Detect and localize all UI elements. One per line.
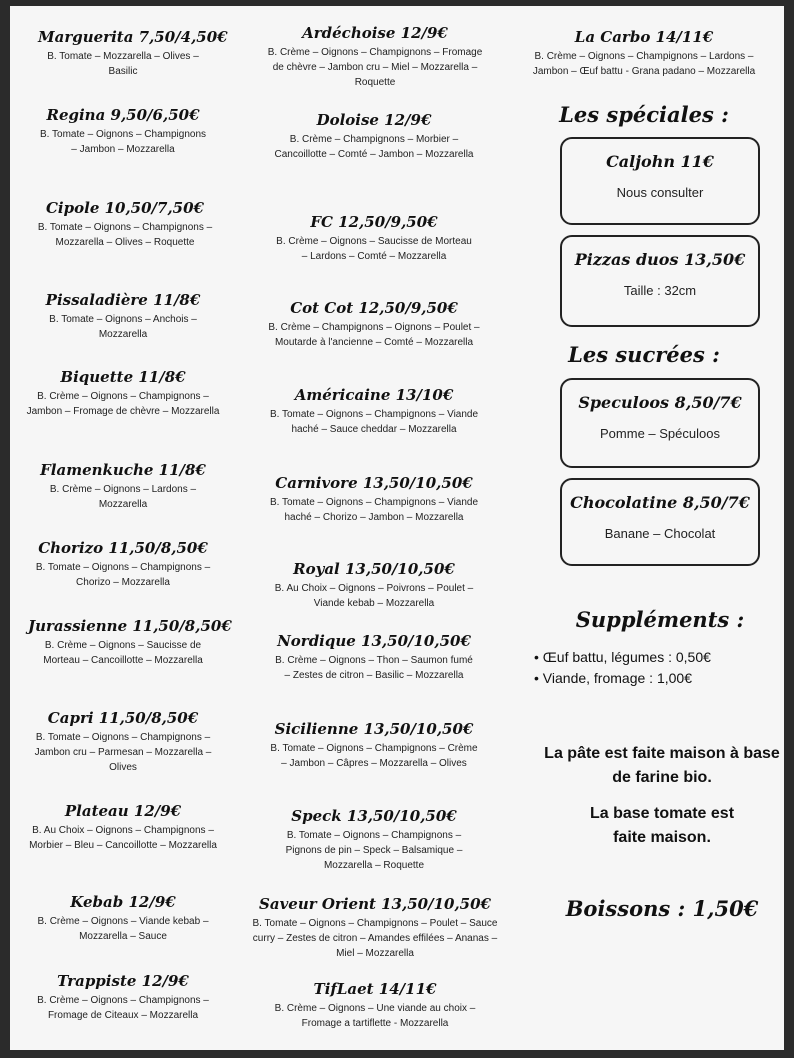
pizza-ingredients: B. Tomate – Oignons – Champignons – Mozzarella – Olives – Roquette: [37, 222, 213, 248]
pizza-name: Flamenkuche 11/8€: [40, 461, 206, 479]
pizza-item: [258, 980, 492, 1031]
pizza-name: Cot Cot 12,50/9,50€: [290, 299, 458, 317]
pizza-name: Plateau 12/9€: [64, 802, 182, 820]
sucree-box: [560, 478, 760, 566]
pizza-name: Speck 13,50/10,50€: [291, 807, 457, 825]
pizza-ingredients: B. Tomate – Mozzarella – Olives – Basilic: [47, 51, 199, 77]
pizza-item: [38, 28, 228, 79]
supplement-item: • Œuf battu, légumes : 0,50€: [534, 647, 774, 668]
pizza-item: [274, 632, 474, 683]
supplements-list: [534, 647, 774, 689]
pizza-name: Royal 13,50/10,50€: [293, 560, 455, 578]
pizza-name: Kebab 12/9€: [70, 893, 176, 911]
sucrees-title: Les sucrées :: [568, 342, 720, 367]
pizza-item: [276, 213, 472, 264]
pizza-ingredients: B. Tomate – Oignons – Champignons – Pignons de pin – Speck – Balsamique – Mozzarella – Roquette: [285, 830, 463, 871]
pizza-item: [268, 386, 480, 437]
pizza-ingredients: B. Crème – Champignons – Morbier – Cancoillotte – Comté – Jambon – Mozzarella: [274, 134, 474, 160]
pizza-ingredients: B. Crème – Oignons – Champignons – Jambon – Fromage de chèvre – Mozzarella: [26, 391, 220, 417]
speciales-title: Les spéciales :: [559, 102, 729, 127]
pizza-name: Nordique 13,50/10,50€: [277, 632, 471, 650]
pizza-name: Cipole 10,50/7,50€: [45, 199, 204, 217]
speciale-box: [560, 235, 760, 327]
pizza-item: [268, 299, 480, 350]
pizza-ingredients: B. Crème – Champignons – Oignons – Poulet – Moutarde à l'ancienne – Comté – Mozzarella: [268, 322, 480, 348]
pizza-item: [261, 24, 489, 90]
supplements-title: Suppléments :: [575, 607, 745, 632]
speciale-name: Caljohn 11€: [606, 152, 714, 171]
pizza-name: FC 12,50/9,50€: [310, 213, 438, 231]
pizza-ingredients: B. Tomate – Oignons – Champignons – Jambon cru – Parmesan – Mozzarella – Olives: [34, 732, 212, 773]
pizza-name: La Carbo 14/11€: [574, 28, 714, 46]
pizza-ingredients: B. Au Choix – Oignons – Champignons – Morbier – Bleu – Cancoillotte – Mozzarella: [29, 825, 217, 851]
pizza-name: Sicilienne 13,50/10,50€: [274, 720, 474, 738]
pizza-ingredients: B. Crème – Oignons – Champignons – Lardons – Jambon – Œuf battu - Grana padano – Mozzarella: [532, 51, 756, 77]
pizza-name: Regina 9,50/6,50€: [46, 106, 200, 124]
pizza-ingredients: B. Crème – Oignons – Champignons – Fromage de Citeaux – Mozzarella: [37, 995, 209, 1021]
pizza-name: Américaine 13/10€: [294, 386, 454, 404]
pizza-item: [274, 560, 474, 611]
pizza-ingredients: B. Tomate – Oignons – Champignons – Viande haché – Chorizo – Jambon – Mozzarella: [269, 497, 479, 523]
pizza-item: [274, 111, 474, 162]
sucree-detail: Pomme – Spéculoos: [600, 426, 720, 441]
pizza-ingredients: B. Crème – Oignons – Champignons – Fromage de chèvre – Jambon cru – Miel – Mozzarella – Roquette: [267, 47, 483, 88]
pizza-name: Pissaladière 11/8€: [45, 291, 201, 309]
pizza-name: TifLaet 14/11€: [313, 980, 437, 998]
sucree-detail: Banane – Chocolat: [604, 526, 716, 541]
speciale-detail: Nous consulter: [616, 185, 704, 200]
pizza-ingredients: B. Crème – Oignons – Saucisse de Morteau – Cancoillotte – Mozzarella: [43, 640, 203, 666]
pizza-ingredients: B. Crème – Oignons – Viande kebab – Mozzarella – Sauce: [37, 916, 209, 942]
speciale-box: [560, 137, 760, 225]
pizza-ingredients: B. Crème – Oignons – Lardons – Mozzarella: [49, 484, 197, 510]
pizza-ingredients: B. Crème – Oignons – Une viande au choix – Fromage a tartiflette - Mozzarella: [274, 1003, 476, 1029]
pizza-name: Capri 11,50/8,50€: [47, 709, 199, 727]
speciale-detail: Taille : 32cm: [623, 283, 697, 298]
pizza-item: [33, 893, 213, 944]
pizza-ingredients: B. Tomate – Oignons – Champignons – Chorizo – Mozzarella: [35, 562, 211, 588]
pizza-name: Biquette 11/8€: [60, 368, 186, 386]
pizza-ingredients: B. Crème – Oignons – Thon – Saumon fumé – Zestes de citron – Basilic – Mozzarella: [275, 655, 473, 681]
pizza-ingredients: B. Tomate – Oignons – Anchois – Mozzarella: [49, 314, 197, 340]
pizza-item: [270, 720, 478, 771]
pizza-item: [524, 28, 764, 79]
pizza-item: [25, 368, 221, 419]
menu-page: [10, 6, 784, 1050]
pizza-ingredients: B. Tomate – Oignons – Champignons – Jambon – Mozzarella: [39, 129, 207, 155]
pizza-name: Chorizo 11,50/8,50€: [38, 539, 208, 557]
pizza-item: [33, 539, 213, 590]
pizza-ingredients: B. Tomate – Oignons – Champignons – Crème – Jambon – Câpres – Mozzarella – Olives: [270, 743, 478, 769]
dough-note: La pâte est faite maison à base de farine bio.: [544, 745, 780, 786]
pizza-name: Trappiste 12/9€: [57, 972, 189, 990]
pizza-item: [33, 709, 213, 775]
pizza-name: Saveur Orient 13,50/10,50€: [259, 895, 491, 913]
pizza-name: Carnivore 13,50/10,50€: [275, 474, 473, 492]
boissons-price: Boissons : 1,50€: [565, 896, 759, 921]
pizza-item: [35, 461, 211, 512]
pizza-ingredients: B. Au Choix – Oignons – Poivrons – Poulet – Viande kebab – Mozzarella: [274, 583, 474, 609]
pizza-name: Doloise 12/9€: [316, 111, 432, 129]
tomato-base-note: La base tomate est faite maison.: [589, 805, 735, 846]
pizza-ingredients: B. Crème – Oignons – Saucisse de Morteau – Lardons – Comté – Mozzarella: [276, 236, 472, 262]
pizza-name: Ardéchoise 12/9€: [302, 24, 448, 42]
pizza-item: [252, 895, 498, 961]
sucree-box: [560, 378, 760, 468]
supplement-item: • Viande, fromage : 1,00€: [534, 668, 774, 689]
pizza-item: [272, 807, 476, 873]
pizza-item: [28, 617, 232, 668]
pizza-name: Marguerita 7,50/4,50€: [38, 28, 228, 46]
pizza-name: Jurassienne 11,50/8,50€: [28, 617, 232, 635]
pizza-item: [18, 802, 228, 853]
pizza-item: [38, 291, 208, 342]
pizza-item: [35, 199, 215, 250]
pizza-item: [38, 106, 208, 157]
sucree-name: Speculoos 8,50/7€: [578, 393, 742, 412]
pizza-ingredients: B. Tomate – Oignons – Champignons – Poulet – Sauce curry – Zestes de citron – Amandes effilées – Ananas – Miel – Mozzarella: [252, 918, 498, 959]
pizza-ingredients: B. Tomate – Oignons – Champignons – Viande haché – Sauce cheddar – Mozzarella: [269, 409, 479, 435]
pizza-item: [264, 474, 484, 525]
speciale-name: Pizzas duos 13,50€: [574, 250, 746, 269]
sucree-name: Chocolatine 8,50/7€: [570, 493, 750, 512]
pizza-item: [18, 972, 228, 1023]
